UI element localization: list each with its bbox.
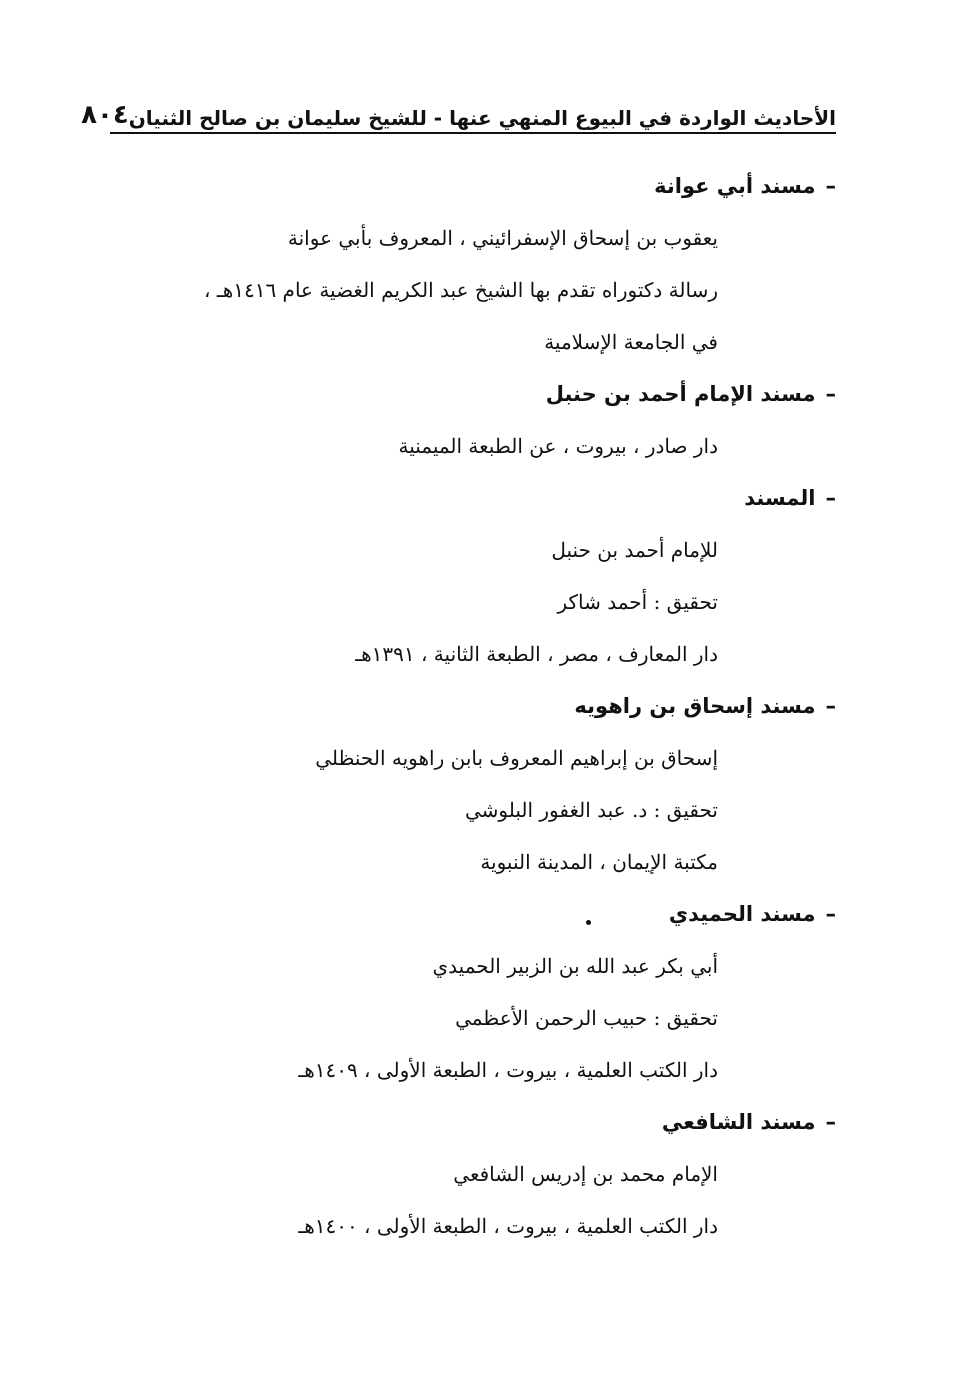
entry-heading [110,888,836,940]
entry-line: الإمام محمد بن إدريس الشافعي [453,1162,718,1186]
entry-heading [110,160,836,212]
entry-line: في الجامعة الإسلامية [544,330,718,354]
entry-title: مسند أبي عوانة [654,174,816,198]
entry-title: مسند الحميدي [668,902,816,926]
page-number: ٨٠٤ [81,100,129,130]
bibliography-entry [110,888,836,1096]
entry-line: دار الكتب العلمية ، بيروت ، الطبعة الأولى ، ١٤٠٠هـ [298,1214,718,1238]
entry-title: مسند الشافعي [661,1110,816,1134]
entry-heading [110,368,836,420]
entry-dash: – [825,902,836,926]
bibliography-entry [110,368,836,472]
entry-heading [110,1096,836,1148]
entry-dash: – [825,382,836,406]
entry-line: للإمام أحمد بن حنبل [551,538,718,562]
bibliography-entry [110,680,836,888]
entry-line: دار الكتب العلمية ، بيروت ، الطبعة الأولى ، ١٤٠٩هـ [298,1058,718,1082]
bibliography-list [110,160,836,1252]
entry-line: دار المعارف ، مصر ، الطبعة الثانية ، ١٣٩١هـ [355,642,718,666]
bibliography-entry [110,1096,836,1252]
entry-line: مكتبة الإيمان ، المدينة النبوية [480,850,718,874]
entry-line: أبي بكر عبد الله بن الزبير الحميدي [432,954,718,978]
running-title: الأحاديث الواردة في البيوع المنهي عنها - للشيخ سليمان بن صالح الثنيان [128,106,836,130]
entry-title: مسند إسحاق بن راهويه [574,694,816,718]
ink-speck [586,920,591,925]
entry-heading [110,680,836,732]
entry-line: يعقوب بن إسحاق الإسفرائيني ، المعروف بأبي عوانة [287,226,718,250]
entry-title: المسند [744,486,816,510]
bibliography-entry [110,160,836,368]
entry-line: تحقيق : د. عبد الغفور البلوشي [464,798,718,822]
entry-line: دار صادر ، بيروت ، عن الطبعة الميمنية [398,434,718,458]
entry-dash: – [825,486,836,510]
entry-line: رسالة دكتوراه تقدم بها الشيخ عبد الكريم الغضية عام ١٤١٦هـ ، [204,278,718,302]
entry-line: إسحاق بن إبراهيم المعروف بابن راهويه الحنظلي [315,746,718,770]
page-header [81,90,836,134]
entry-line: تحقيق : أحمد شاكر [557,590,718,614]
entry-dash: – [825,694,836,718]
entry-line: تحقيق : حبيب الرحمن الأعظمي [455,1006,718,1030]
entry-dash: – [825,1110,836,1134]
entry-heading [110,472,836,524]
entry-title: مسند الإمام أحمد بن حنبل [545,382,816,406]
entry-dash: – [825,174,836,198]
bibliography-entry [110,472,836,680]
